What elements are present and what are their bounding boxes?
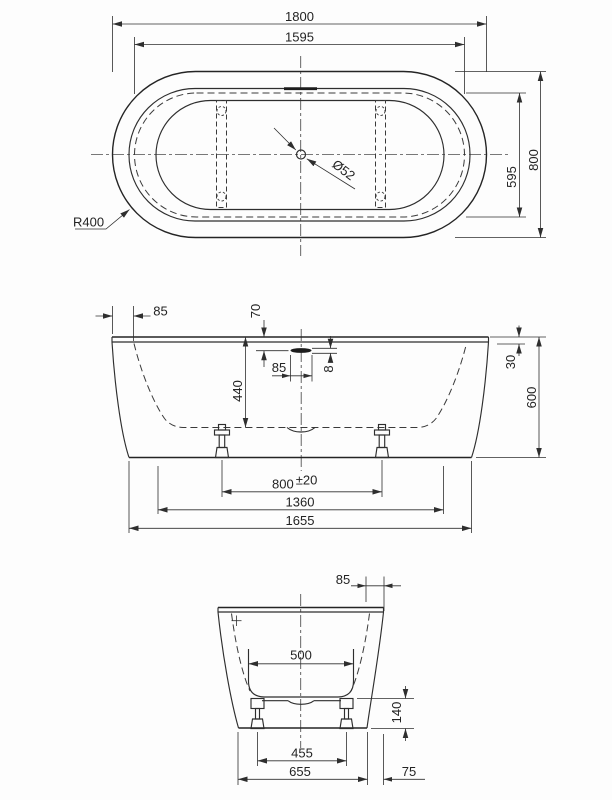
front-view	[96, 304, 547, 534]
dim-inner-bottom-width: 500	[290, 647, 312, 663]
tub-basin-floor	[156, 101, 444, 210]
outer-wall-left	[112, 342, 129, 458]
side-view	[218, 572, 425, 785]
dim-overflow-offset: 85	[271, 360, 287, 375]
outer-wall-right	[367, 612, 384, 728]
dim-overflow-slot-height: 8	[321, 365, 336, 373]
foot-left	[215, 425, 230, 458]
bolt-hole	[376, 107, 385, 116]
dim-inner-depth: 440	[230, 380, 245, 402]
dim-corner-radius: R400	[73, 214, 105, 230]
dim-base-width: 1655	[285, 513, 315, 528]
dim-overall-height: 600	[524, 386, 539, 409]
inner-shell-dashed	[134, 344, 467, 428]
inner-wall-dashed-left	[232, 614, 251, 692]
bolt-hole	[217, 107, 226, 116]
dim-rim-inset: 85	[153, 303, 168, 319]
dim-overall-width: 800	[526, 149, 541, 171]
tub-inner-shell-dashed	[135, 93, 465, 217]
bolt-hole	[376, 192, 385, 201]
dim-inner-length: 1595	[285, 29, 314, 45]
foot-right	[375, 425, 390, 458]
dim-rim-edge: 30	[503, 354, 518, 370]
bolt-hole	[217, 192, 226, 201]
foot-right	[340, 699, 353, 729]
dim-foot-height: 140	[389, 701, 404, 724]
dim-overflow-drop: 70	[248, 303, 263, 319]
dim-feet-spacing: 455	[291, 745, 313, 761]
dim-rim-overhang: 75	[401, 764, 417, 779]
foot-left	[251, 699, 264, 729]
shell-bottom	[262, 701, 341, 705]
dim-base-width: 655	[289, 764, 311, 779]
mounting-rail-right	[376, 101, 386, 208]
dim-feet-spacing: 800 ±20	[272, 472, 318, 492]
mounting-rail-left	[217, 101, 227, 208]
drain-leader-arrow	[274, 128, 296, 150]
overflow-slot	[291, 348, 312, 353]
top-view	[73, 9, 546, 256]
dim-drain-diameter: Ø52	[329, 156, 359, 184]
outer-wall-right	[472, 342, 489, 458]
dim-shell-bottom-width: 1360	[285, 494, 315, 510]
dim-rim-inset: 85	[335, 572, 351, 587]
outer-wall-left	[218, 612, 239, 728]
dim-overall-length: 1800	[285, 9, 314, 24]
dim-inner-width: 595	[504, 166, 519, 188]
